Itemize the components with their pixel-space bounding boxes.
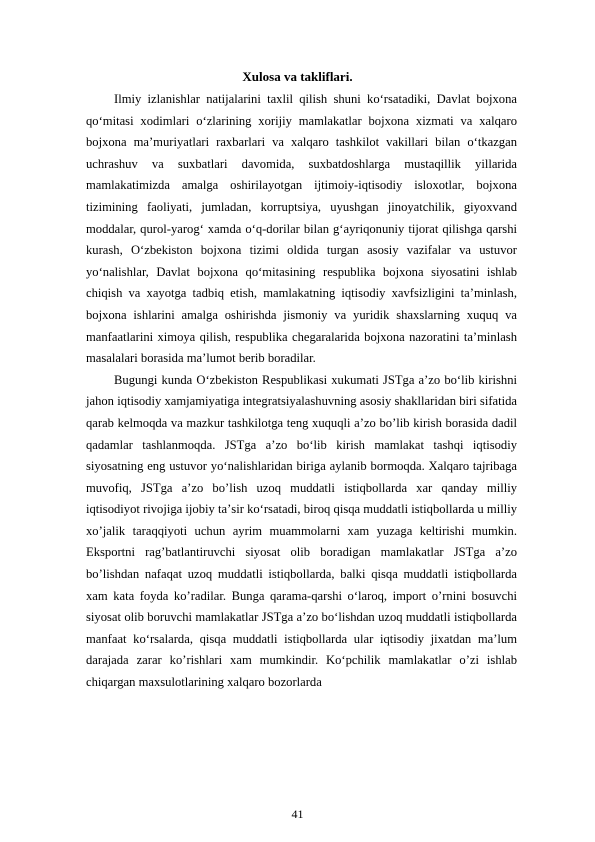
- paragraph-1: Ilmiy izlanishlar natijalarini taxlil qilish shuni koʻrsatadiki, Davlat bojxona qoʻmitasi xodimlari oʻzlarining xorijiy mamlakatlar bojxona xizmati va xalqaro bojxona maʼmuriyatlari raxbarlari va xalqaro tashkilot vakillari bilan oʻtkazgan uchrashuv va suxbatlari davomida, suxbatdoshlarga mustaqillik yillarida mamlakatimizda amalga oshirilayotgan ijtimoiy-iqtisodiy isloxotlar, bojxona tizimining faoliyati, jumladan, korruptsiya, uyushgan jinoyatchilik, giyoxvand moddalar, qurol-yarogʻ xamda oʻq-dorilar bilan gʻayriqonuniy tijorat qilishga qarshi kurash, Oʻzbekiston bojxona tizimi oldida turgan asosiy vazifalar va ustuvor yoʻnalishlar, Davlat bojxona qoʻmitasining respublika bojxona siyosatini ishlab chiqish va xayotga tadbiq etish, mamlakatning iqtisodiy xavfsizligini taʼminlash, bojxona ishlarini amalga oshirishda jismoniy va yuridik shaxslarning xuquq va manfaatlarini ximoya qilish, respublika chegaralarida bojxona nazoratini taʼminlash masalalari borasida maʼlumot berib boradilar.: [86, 92, 517, 366]
- paragraph-2: Bugungi kunda Oʻzbekiston Respublikasi xukumati JSTga aʼzo boʻlib kirishni jahon iqtisodiy xamjamiyatiga integratsiyalashuvning asosiy shakllaridan biri sifatida qarab kelmoqda va mazkur tashkilotga teng xuquqli aʼzo boʼlib kirish borasida dadil qadamlar tashlanmoqda. JSTga aʼzo boʻlib kirish mamlakat tashqi iqtisodiy siyosatning eng ustuvor yoʻnalishlaridan biriga aylanib bormoqda. Xalqaro tajribaga muvofiq, JSTga aʼzo boʼlish uzoq muddatli istiqbollarda xar qanday milliy iqtisodiyot rivojiga ijobiy taʼsir koʻrsatadi, biroq qisqa muddatli istiqbollarda u milliy xoʼjalik taraqqiyoti uchun ayrim muammolarni xam yuzaga keltirishi mumkin. Eksportni ragʼbatlantiruvchi siyosat olib boradigan mamlakatlar JSTga aʼzo boʼlishdan nafaqat uzoq muddatli istiqbollarda, balki qisqa muddatli istiqbollarda xam kata foyda koʼradilar. Bunga qarama-qarshi oʻlaroq, import oʼrnini bosuvchi siyosat olib boruvchi mamlakatlar JSTga aʼzo boʻlishdan uzoq muddatli istiqbollarda manfaat koʻrsalarda, qisqa muddatli istiqbollarda ular iqtisodiy jixatdan maʼlum darajada zarar koʼrishlari xam mumkindir. Koʻpchilik mamlakatlar oʼzi ishlab chiqargan maxsulotlarining xalqaro bozorlarda: [86, 372, 517, 690]
- section-title: Xulosa va takliflari.: [242, 69, 353, 84]
- page-number: 41: [291, 807, 304, 821]
- document-body: [86, 89, 517, 694]
